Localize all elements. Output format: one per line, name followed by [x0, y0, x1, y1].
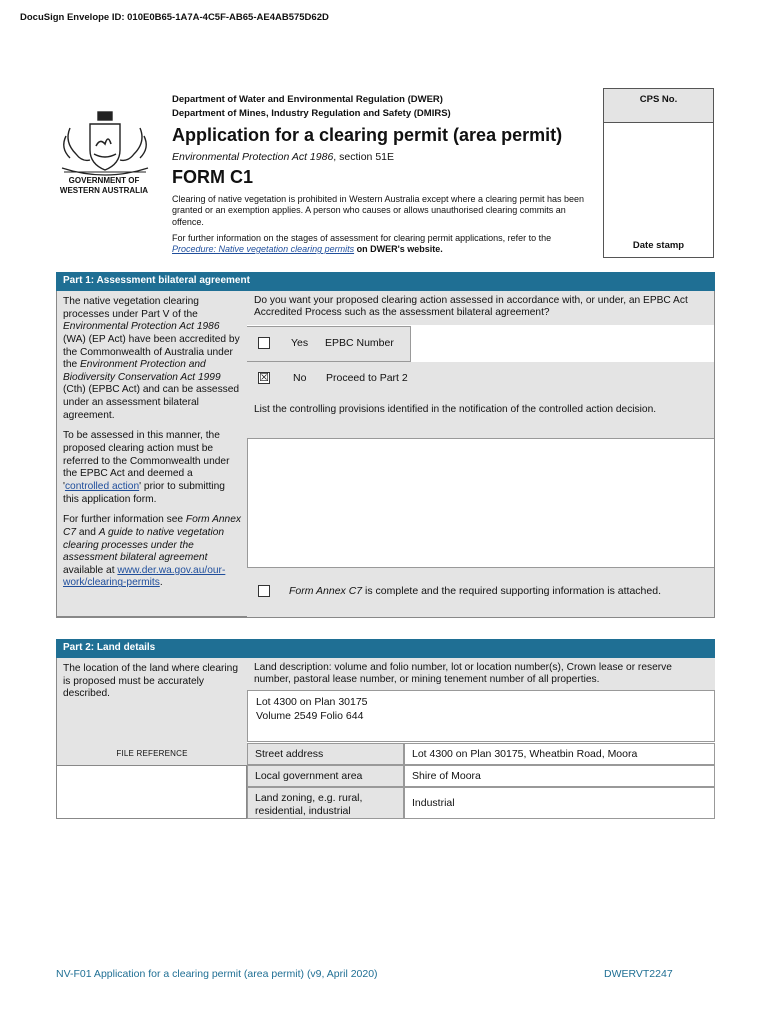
intro2-pre: For further information on the stages of assessment for clearing permit applications, refer to the [172, 232, 552, 243]
p2b: ' prior to submitting this application form. [63, 480, 225, 505]
land-description-field[interactable] [247, 690, 715, 742]
p3f: . [159, 577, 163, 589]
p3a: For further information see [63, 514, 186, 526]
page-title: Application for a clearing permit (area permit) [172, 125, 563, 145]
file-reference-label: FILE REFERENCE [56, 743, 247, 765]
no-label: No [293, 372, 307, 384]
government-line-1: GOVERNMENT OF [68, 176, 140, 185]
p1d: Environment Protection and Biodiversity Conservation Act 1999 [63, 359, 221, 383]
divider [56, 617, 715, 618]
p1c: (WA) (EP Act) have been accredited by the Commonwealth of Australia under the [63, 333, 240, 371]
proceed-label: Proceed to Part 2 [326, 372, 408, 384]
intro-paragraph-2 [172, 233, 592, 256]
part2-guidance: The location of the land where clearing is proposed must be accurately described. [56, 658, 247, 743]
p1b: Environmental Protection Act 1986 [63, 321, 220, 333]
controlling-provisions-field[interactable] [247, 438, 715, 568]
land-line-2: Volume 2549 Folio 644 [256, 709, 364, 722]
der-website-link[interactable]: www.der.wa.gov.au/our-work/clearing-permits [63, 564, 226, 589]
lga-field[interactable]: Shire of Moora [404, 765, 715, 787]
epbc-question: Do you want your proposed clearing action assessed in accordance with, or under, an EPBC Act Accredited Process such as the assessment bilateral agreement? [247, 291, 715, 325]
form-number: FORM C1 [172, 167, 253, 187]
intro2-post: on DWER's website. [354, 244, 443, 254]
intro-text [172, 194, 592, 260]
government-label [52, 176, 156, 195]
controlled-action-link[interactable]: controlled action [64, 480, 140, 492]
p3d: A guide to native vegetation clearing processes under the assessment bilateral agreement [63, 526, 225, 564]
epbc-number-label: EPBC Number [325, 337, 394, 349]
land-line-1: Lot 4300 on Plan 30175 [256, 696, 368, 708]
file-reference-field[interactable] [56, 765, 247, 819]
divider [714, 291, 715, 617]
annex-checkbox[interactable] [258, 585, 270, 597]
p3e: available at [63, 564, 118, 576]
p1a: The native vegetation clearing processes under Part V of the [63, 296, 199, 320]
act-name: Environmental Protection Act 1986 [172, 151, 334, 163]
date-stamp-label: Date stamp [632, 240, 685, 252]
footer-form-reference: NV-F01 Application for a clearing permit (area permit) (v9, April 2020) [56, 968, 378, 980]
footer-code: DWERVT2247 [604, 968, 673, 980]
department-2: Department of Mines, Industry Regulation and Safety (DMIRS) [172, 107, 451, 119]
p1e: (Cth) (EPBC Act) and can be assessed under an assessment bilateral agreement. [63, 384, 240, 421]
part1-guidance [56, 291, 247, 617]
part1-guidance-paragraph-2 [63, 430, 241, 506]
envelope-id: DocuSign Envelope ID: 010E0B65-1A7A-4C5F-AB65-AE4AB575D62D [20, 12, 329, 23]
controlling-provisions-question: List the controlling provisions identified in the notification of the controlled action decision. [247, 396, 715, 438]
land-zoning-field[interactable]: Industrial [404, 787, 715, 819]
yes-checkbox[interactable] [258, 337, 270, 349]
intro-paragraph-1: Clearing of native vegetation is prohibited in Western Australia except where a clearing permit has been granted or an exemption applies. A person who causes or allows unauthorised clearing commits an offence. [172, 194, 585, 227]
p3b: Form Annex C7 [63, 514, 241, 538]
part1-heading: Part 1: Assessment bilateral agreement [56, 272, 715, 291]
lga-label: Local government area [247, 765, 404, 787]
wa-coat-of-arms-icon [56, 110, 154, 180]
annex-form-name: Form Annex C7 [289, 585, 363, 597]
procedure-link[interactable]: Procedure: Native vegetation clearing permits [172, 244, 355, 254]
part1-guidance-paragraph-3 [63, 514, 241, 590]
epbc-number-field[interactable] [410, 326, 715, 362]
p3c: and [76, 526, 99, 538]
part2-heading: Part 2: Land details [56, 639, 715, 658]
act-section: , section 51E [333, 151, 394, 163]
cps-box [603, 88, 714, 258]
no-checkbox[interactable]: ☒ [259, 371, 269, 384]
p2a: To be assessed in this manner, the proposed clearing action must be referred to the Commonwealth under the EPBC Act and deemed a ' [63, 430, 230, 492]
part1-guidance-paragraph-1 [63, 296, 241, 422]
department-names [172, 93, 451, 121]
department-1: Department of Water and Environmental Regulation (DWER) [172, 94, 443, 105]
land-description-question: Land description: volume and folio number, lot or location number(s), Crown lease or reserve number, pastoral lease number, or mining tenement number of all properties. [247, 658, 715, 691]
government-line-2: WESTERN AUSTRALIA [59, 185, 149, 195]
yes-label: Yes [291, 337, 309, 349]
street-address-field[interactable]: Lot 4300 on Plan 30175, Wheatbin Road, Moora [404, 743, 715, 765]
street-address-label: Street address [247, 743, 404, 765]
land-zoning-label: Land zoning, e.g. rural, residential, industrial [247, 787, 404, 819]
cps-number-label: CPS No. [604, 89, 713, 123]
act-reference [172, 151, 394, 164]
annex-rest: is complete and the required supporting information is attached. [362, 585, 661, 597]
annex-statement [289, 585, 661, 598]
